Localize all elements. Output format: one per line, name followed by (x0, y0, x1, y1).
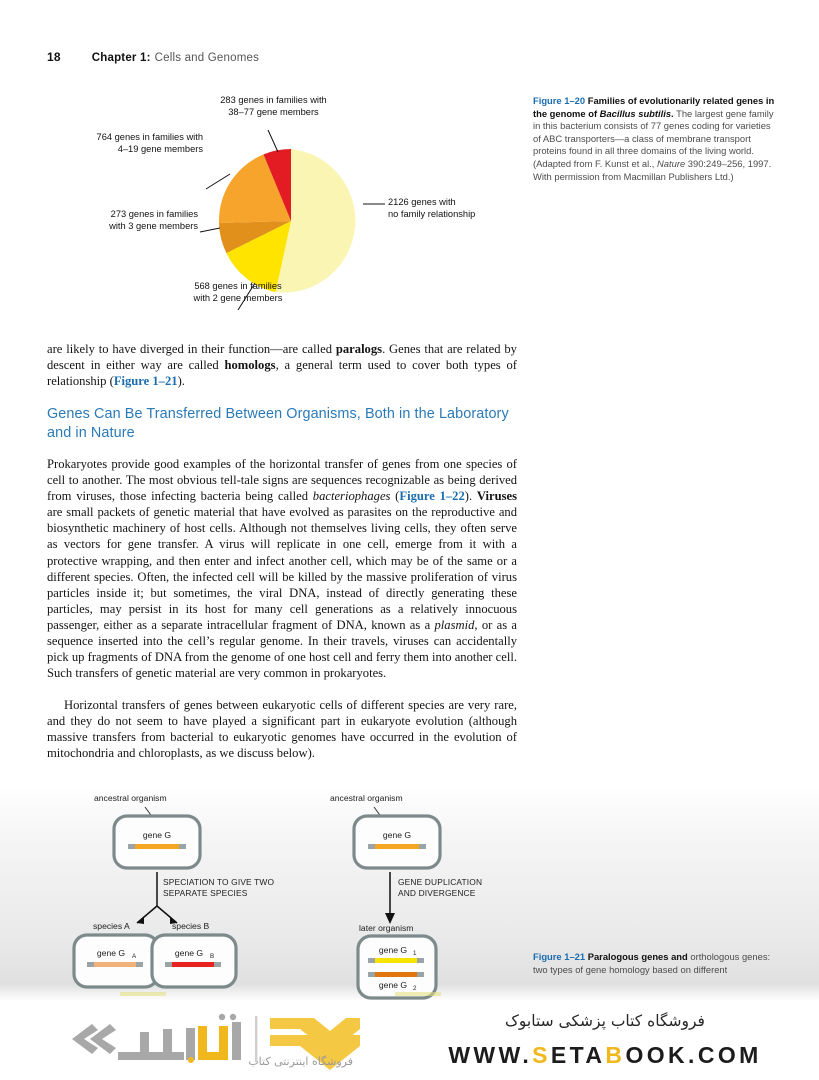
url-s: S (532, 1042, 551, 1068)
figure-1-20-title-italic: Bacillus subtilis (599, 107, 672, 119)
left-arrowhead-a (137, 916, 144, 924)
left-cropped-highlight-a (120, 992, 166, 996)
p1-text-c: . Genes that are related by descent in either way are called (47, 342, 517, 373)
term-bacteriophages: bacteriophages (312, 489, 391, 504)
pie-label-no-family: 2126 genes with no family relationship (388, 197, 476, 220)
leader-line-38-77 (268, 130, 278, 152)
later-organism-label: later organism (359, 923, 414, 933)
gene-g2-subscript: 2 (413, 985, 417, 992)
setabook-logo-subtitle: فروشگاه اینترنتی کتاب (248, 1055, 353, 1068)
p1-text-e: ). (177, 374, 185, 389)
figure-1-21-number: Figure 1–21 (533, 951, 586, 962)
p2-text-c: ). (464, 489, 477, 504)
right-process-line2: AND DIVERGENCE (398, 888, 476, 898)
p2-text-b: ( (390, 489, 400, 504)
species-a-gene-label: gene G (96, 948, 126, 958)
paragraph-paralogs-wrapper (47, 341, 517, 389)
gene-g1-subscript: 1 (413, 950, 417, 957)
figure-1-20-body-tail: 390:249–256, 1997. With permission from Macmillan Publishers Ltd.) (533, 157, 772, 182)
species-b-gene-label: gene G (174, 948, 204, 958)
species-a-gene-subscript: A (132, 953, 137, 960)
p2-text-e: , or as a sequence inserted into the cell’s regular genome. In their travels, viruses can accidentally pick up fragments of DNA from the genome of one host cell and ferry them into another cell. Such transfers of genetic material are very common in prokaryotes. (47, 617, 517, 681)
left-process-line1: SPECIATION TO GIVE TWO (163, 877, 275, 887)
chapter-title: Cells and Genomes (154, 52, 260, 64)
term-viruses: Viruses (476, 489, 517, 504)
right-ancestral-cell (354, 816, 440, 868)
p1-text-d: , a general term used to cover both types of relationship ( (47, 358, 517, 389)
left-ancestral-gene-band (135, 844, 179, 849)
site-url[interactable] (420, 1042, 790, 1069)
figure-1-21-title: Paralogous genes and (585, 951, 688, 962)
url-b: B (605, 1042, 626, 1068)
leader-line-3-members (200, 228, 220, 232)
species-a-label: species A (93, 921, 130, 931)
page-number: 18 (47, 50, 61, 64)
figure-1-20-title-b: . (671, 107, 674, 119)
gene-g2-band (375, 972, 417, 977)
figure-1-20-pie-chart (40, 88, 510, 323)
species-a-cell (74, 935, 158, 987)
xref-figure-1-22[interactable]: Figure 1–22 (399, 489, 465, 504)
term-plasmid: plasmid (434, 617, 475, 632)
paragraph-eukaryotic-transfer: Horizontal transfers of genes between eukaryotic cells of different species are very rare, and they do not seem to have played a significant part in eukaryote evolution (although massive transfers from bacterial to eukaryotic genomes have occurred in the evolution of mitochondria and chloroplasts, as we discuss below). (47, 698, 517, 761)
species-a-gene-band (94, 962, 136, 967)
paragraph-horizontal-transfer (47, 456, 517, 681)
section-heading: Genes Can Be Transferred Between Organisms, Both in the Laboratory and in Nature (47, 406, 509, 441)
figure-1-20-body: The largest gene family in this bacterium consists of 77 genes coding for varieties of ABC transporters—a class of membrane transport proteins found in all three domains of the living world. (Adapted from F. Kunst et al., (533, 107, 774, 169)
gene-g1-band (375, 958, 417, 963)
figure-1-20-title-a: Families of evolutionarily related genes in the genome of (533, 95, 775, 119)
p1-text-a: are likely to have diverged in their function—are called (47, 342, 336, 356)
species-b-cell (152, 935, 236, 987)
gene-g2-label: gene G (378, 980, 408, 990)
url-mid1: ETA (550, 1042, 606, 1068)
right-ancestral-gene-band (375, 844, 419, 849)
figure-1-21-body: orthologous genes: two types of gene homology based on different (533, 951, 771, 975)
term-homologs: homologs (224, 358, 276, 373)
figure-1-20-number: Figure 1–20 (533, 95, 586, 106)
xref-figure-1-21[interactable]: Figure 1–21 (113, 374, 178, 389)
left-process-line2: SEPARATE SPECIES (163, 888, 248, 898)
figure-1-21-caption (533, 951, 776, 976)
gene-g1-label: gene G (378, 945, 408, 955)
right-ancestral-gene-label: gene G (382, 830, 412, 840)
term-paralogs: paralogs (335, 342, 383, 356)
section-heading-wrapper (47, 405, 522, 442)
pie-label-38-77: 283 genes in families with 38–77 gene members (220, 95, 327, 118)
species-b-gene-band (172, 962, 214, 967)
figure-1-20-source-italic: Nature (657, 157, 686, 169)
left-ancestral-cell (114, 816, 200, 868)
url-mid2: OOK.COM (625, 1042, 762, 1068)
left-ancestral-gene-label: gene G (142, 830, 172, 840)
species-b-label: species B (172, 921, 210, 931)
species-b-gene-subscript: B (210, 953, 215, 960)
right-process-line1: GENE DUPLICATION (398, 877, 483, 887)
p2-text-d: are small packets of genetic material that have evolved as parasites on the reproductive and biosynthetic machinery of host cells. Although not themselves living cells, they often serve as vectors for gene transfer. A virus will replicate in one cell, emerge from it with a protective wrapping, and then enter and infect another cell, which may be of the same or a different species. Often, the infected cell will be killed by the massive proliferation of virus particles inside it; but sometimes, the viral DNA, instead of directly generating these particles, may persist in its host for many cell generations as a relatively innocuous passenger, either as a separate intracellular fragment of DNA, known as a (47, 505, 517, 632)
pie-label-4-19: 764 genes in families with 4–19 gene members (96, 132, 203, 155)
url-pre: WWW. (448, 1042, 533, 1068)
chapter-number: Chapter 1: (91, 52, 151, 64)
paragraph-eukaryotic-transfer-wrapper (47, 697, 517, 761)
left-ancestral-label: ancestral organism (94, 793, 167, 803)
paragraph-horizontal-transfer-wrapper (47, 456, 517, 681)
site-title-persian: فروشگاه کتاب پزشکی ستابوک (505, 1012, 705, 1030)
pie-label-2-members: 568 genes in families with 2 gene members (193, 281, 283, 304)
p2-text-a: Prokaryotes provide good examples of the horizontal transfer of genes from one species of cell to another. The most obvious tell-tale signs are sequences recognizable as being derived from viruses, those infecting bacteria being called (47, 457, 517, 504)
paragraph-paralogs (47, 341, 517, 389)
logo-chevron-icon (72, 1024, 116, 1054)
figure-1-20-caption (533, 95, 776, 183)
leader-line-4-19 (206, 174, 230, 189)
right-cropped-highlight (395, 992, 441, 996)
running-head (47, 50, 259, 64)
pie-label-3-members: 273 genes in families with 3 gene members (109, 209, 198, 232)
right-ancestral-label: ancestral organism (330, 793, 403, 803)
